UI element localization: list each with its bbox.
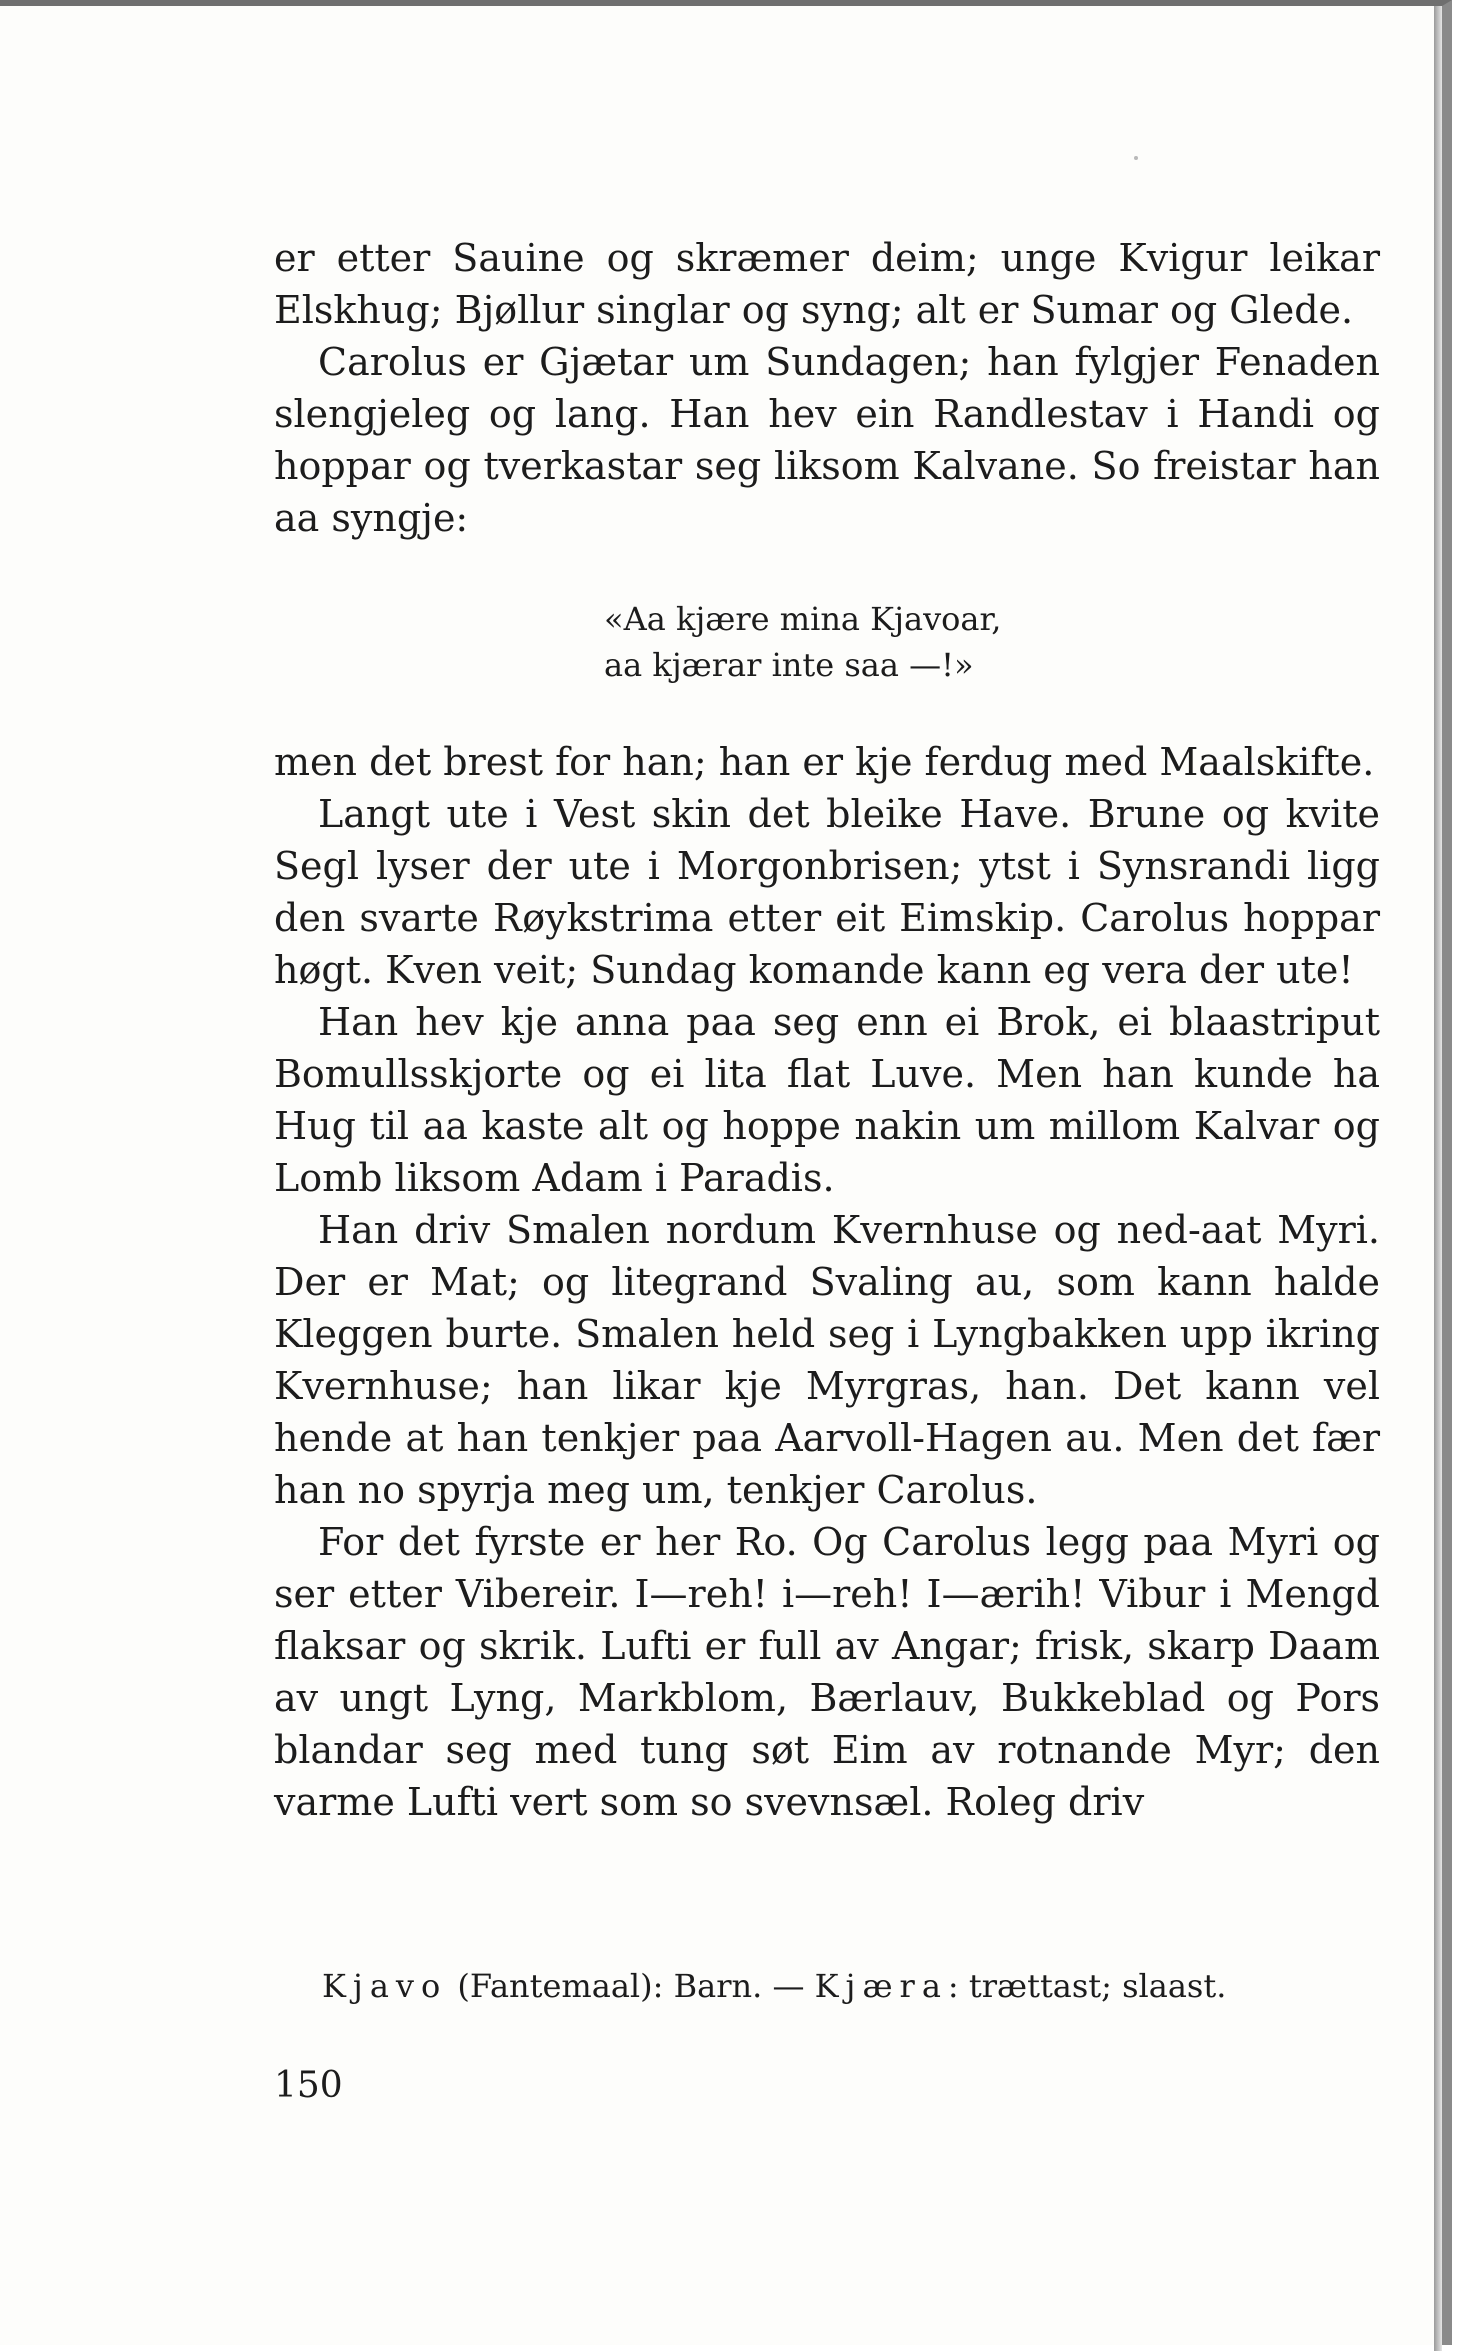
footnote-term: Kjæra <box>814 1967 948 2005</box>
paragraph: Han driv Smalen nordum Kvernhuse og ned-aat Myri. Der er Mat; og litegrand Svaling au, som kann halde Kleggen burte. Smalen held seg i Lyngbakken upp ikring Kvernhuse; han likar kje Myrgras, han. Det kann vel hende at han tenkjer paa Aarvoll-Hagen au. Men det fær han no spyrja meg um, tenkjer Carolus. <box>274 1208 1380 1512</box>
footnote-definition: (Fantemaal): Barn. — <box>447 1967 815 2005</box>
verse-quote <box>604 596 1380 688</box>
footnote-definition: : trættast; slaast. <box>947 1967 1227 2005</box>
paragraph: Carolus er Gjætar um Sundagen; han fylgjer Fenaden slengjeleg og lang. Han hev ein Randlestav i Handi og hoppar og tverkastar seg liksom Kalvane. So freistar han aa syngje: <box>274 340 1380 540</box>
verse-line: «Aa kjære mina Kjavoar, <box>604 600 1002 638</box>
footnote <box>322 1964 1226 2008</box>
paragraph: For det fyrste er her Ro. Og Carolus legg paa Myri og ser etter Vibereir. I—reh! i—reh! I—ærih! Vibur i Mengd flaksar og skrik. Lufti er full av Angar; frisk, skarp Daam av ungt Lyng, Markblom, Bærlauv, Bukkeblad og Pors blandar seg med tung søt Eim av rotnande Myr; den varme Lufti vert som so svevnsæl. Roleg driv <box>274 1520 1380 1824</box>
footnote-term: Kjavo <box>322 1967 448 2005</box>
body-text <box>274 232 1380 1828</box>
paragraph-continued: er etter Sauine og skræmer deim; unge Kvigur leikar Elskhug; Bjøllur singlar og syng; alt er Sumar og Glede. <box>274 236 1380 332</box>
page-edge-shadow <box>1434 6 1442 2351</box>
page-number: 150 <box>274 2065 343 2106</box>
verse-line: aa kjærar inte saa —!» <box>604 646 974 684</box>
paragraph: men det brest for han; han er kje ferdug med Maalskifte. <box>274 740 1375 784</box>
paragraph: Han hev kje anna paa seg enn ei Brok, ei blaastriput Bomullsskjorte og ei lita flat Luve. Men han kunde ha Hug til aa kaste alt og hoppe nakin um millom Kalvar og Lomb liksom Adam i Paradis. <box>274 1000 1380 1200</box>
paper-speck <box>1134 156 1138 160</box>
paragraph: Langt ute i Vest skin det bleike Have. Brune og kvite Segl lyser der ute i Morgonbrisen; ytst i Synsrandi ligg den svarte Røykstrima etter eit Eimskip. Carolus hoppar høgt. Kven veit; Sundag komande kann eg vera der ute! <box>274 792 1380 992</box>
